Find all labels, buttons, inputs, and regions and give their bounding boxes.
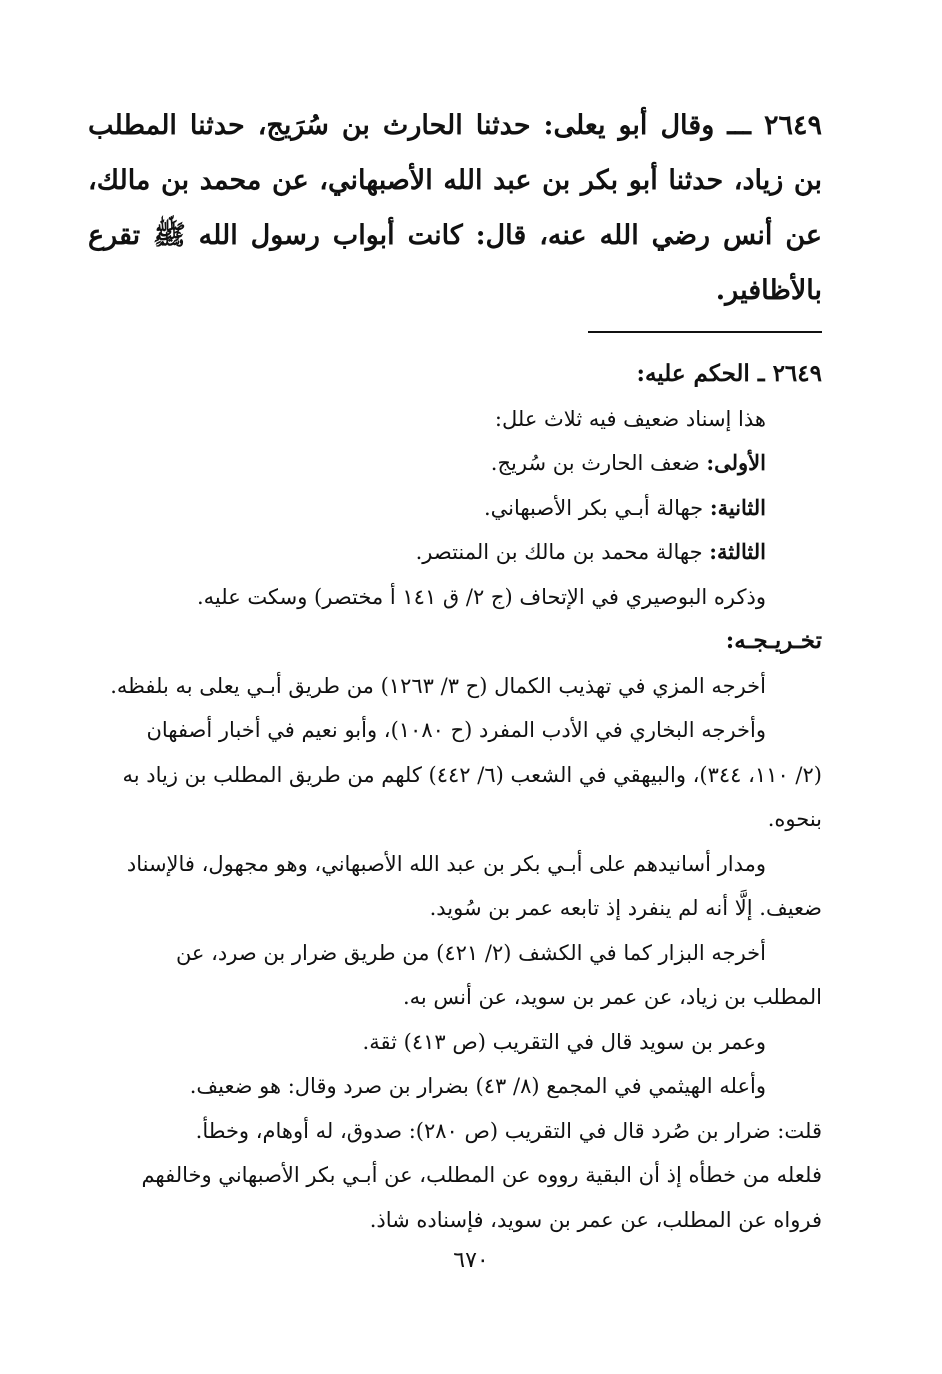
takhrij-line: ضعيف. إلَّا أنه لم ينفرد إذ تابعه عمر بن سُويد. [429, 896, 822, 920]
defect-label: الأولى: [706, 450, 766, 475]
defect-line-2 [88, 486, 822, 531]
takhrij-line: أخرجه البزار كما في الكشف (٢/ ٤٢١) من طريق ضرار بن صرد، عن [175, 940, 766, 965]
takhrij-heading: تخـريـجـه: [725, 627, 822, 654]
takhrij-line: وعمر بن سويد قال في التقريب (ص ٤١٣) ثقة. [362, 1029, 766, 1054]
busiri-line: وذكره البوصيري في الإتحاف (ج ٢/ ق ١٤١ أ مختصر) وسكت عليه. [197, 584, 766, 609]
hadith-text-block [88, 98, 822, 318]
takhrij-line: فرواه عن المطلب، عن عمر بن سويد، فإسناده شاذ. [369, 1207, 822, 1232]
defect-text: جهالة أبـي بكر الأصبهاني. [483, 495, 704, 520]
takhrij-line: المطلب بن زياد، عن عمر بن سويد، عن أنس به. [402, 985, 822, 1009]
hadith-text: وقال أبو يعلى: حدثنا الحارث بن سُرَيج، حدثنا المطلب بن زياد، حدثنا أبو بكر بن عبد الله الأصبهاني، عن محمد بن مالك، عن أنس رضي الله عنه، قال: كانت أبواب رسول الله ﷺ تقرع بالأظافير. [88, 110, 822, 306]
takhrij-line: وأخرجه البخاري في الأدب المفرد (ح ١٠٨٠)، وأبو نعيم في أخبار أصفهان [146, 718, 766, 742]
commentary-block [88, 352, 822, 1242]
defect-text: جهالة محمد بن مالك بن المنتصر. [415, 540, 703, 564]
footnote-divider [588, 331, 822, 333]
defect-label: الثالثة: [709, 539, 766, 564]
takhrij-line: بنحوه. [767, 807, 822, 831]
takhrij-line: فلعله من خطأه إذ أن البقية رووه عن المطلب، عن أبـي بكر الأصبهاني وخالفهم [141, 1163, 822, 1187]
defect-text: ضعف الحارث بن سُريج. [490, 451, 700, 475]
takhrij-line: قلت: ضرار بن صُرد قال في التقريب (ص ٢٨٠): صدوق، له أوهام، وخطأ. [195, 1118, 822, 1143]
page-number: ٦٧٠ [453, 1248, 489, 1273]
defect-label: الثانية: [709, 494, 766, 520]
takhrij-line: ومدار أسانيدهم على أبـي بكر بن عبد الله الأصبهاني، وهو مجهول، فالإسناد [126, 851, 766, 876]
hadith-number: ٢٦٤٩ [763, 110, 822, 141]
takhrij-line: (٢/ ١١٠، ٣٤٤)، والبيهقي في الشعب (٦/ ٤٤٢) كلهم من طريق المطلب بن زياد به [122, 762, 822, 787]
ruling-intro: هذا إسناد ضعيف فيه ثلاث علل: [494, 406, 766, 431]
ruling-heading: ٢٦٤٩ ـ الحكم عليه: [636, 360, 822, 387]
defect-line-3 [88, 530, 822, 575]
defect-line-1 [88, 441, 822, 486]
hadith-dash: ـــ [727, 110, 751, 141]
takhrij-line: وأعله الهيثمي في المجمع (٨/ ٤٣) بضرار بن صرد وقال: هو ضعيف. [189, 1074, 766, 1098]
takhrij-line: أخرجه المزي في تهذيب الكمال (ح ٣/ ١٢٦٣) من طريق أبـي يعلى به بلفظه. [110, 673, 766, 698]
